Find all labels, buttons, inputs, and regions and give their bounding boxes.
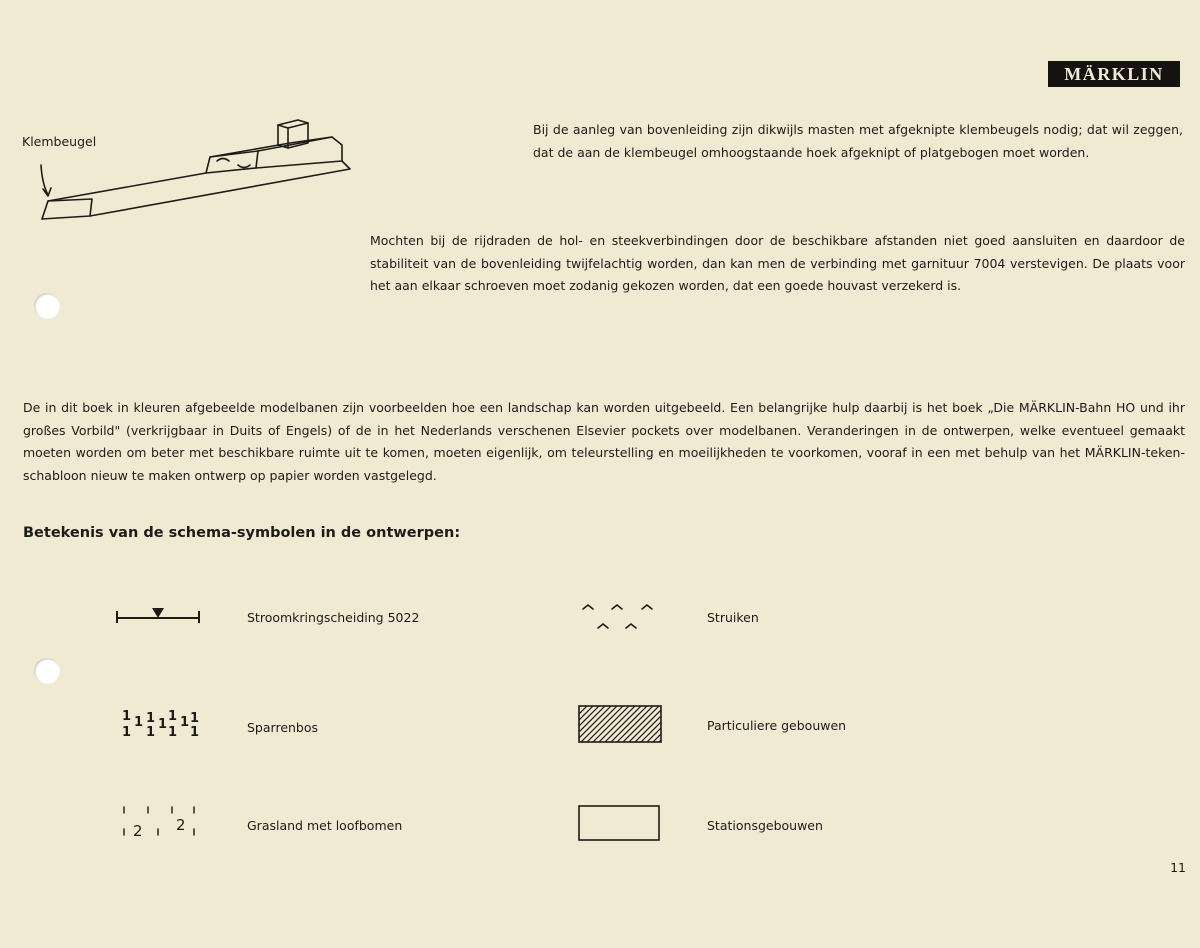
legend-heading: Betekenis van de schema-symbolen in de ontwerpen: xyxy=(23,525,461,541)
hatched-building-icon xyxy=(578,705,662,743)
klembeugel-label: Klembeugel xyxy=(22,134,97,149)
klembeugel-illustration xyxy=(20,115,360,225)
paragraph-connections: Mochten bij de rijdraden de hol- en steekverbindingen door de beschikbare afstanden niet goed aansluiten en daardoor de stabiliteit van de bovenleiding twijfelachtig worden, dan kan men de verbinding met garnituur 7004 verstevigen. De plaats voor het aan elkaar schroeven moet zodanig gekozen worden, dat een goede houvast verzekerd is. xyxy=(370,233,1185,293)
punch-hole-bottom xyxy=(34,658,60,684)
paragraph-clamp: Bij de aanleg van bovenleiding zijn dikwijls masten met afgeknipte klembeugels nodig; dat wil zeggen, dat de aan de klembeugel omhoogstaande hoek afgeknipt of platgebogen moet worden. xyxy=(533,122,1183,160)
svg-text:1: 1 xyxy=(168,709,178,724)
svg-text:2: 2 xyxy=(133,822,143,840)
grassland-icon xyxy=(120,805,200,839)
legend-label-station-buildings: Stationsgebouwen xyxy=(707,818,823,833)
svg-text:1: 1 xyxy=(134,715,144,730)
shrubs-icon xyxy=(578,600,658,634)
marklin-logo: MÄRKLIN xyxy=(1048,61,1180,87)
page-number: 11 xyxy=(1170,860,1186,875)
legend-label-grassland: Grasland met loofbomen xyxy=(247,818,403,833)
fir-forest-icon xyxy=(120,706,200,740)
svg-text:1: 1 xyxy=(122,725,132,740)
svg-text:2: 2 xyxy=(176,816,186,834)
svg-text:1: 1 xyxy=(158,717,168,732)
punch-hole-top xyxy=(34,293,60,319)
paragraph-modelbanen: De in dit boek in kleuren afgebeelde modelbanen zijn voorbeelden hoe een landschap kan worden uitgebeeld. Een belangrijke hulp daarbij is het boek „Die MÄRKLIN-Bahn HO und ihr großes Vorbild" (verkrijgbaar in Duits of Engels) of de in het Nederlands verschenen Elsevier pockets over modelbanen. Veranderingen in de ontwerpen, welke eventueel gemaakt moeten worden om beter met beschikbare ruimte uit te komen, moeten eigenlijk, om teleurstelling en moeilijkheden te voorkomen, vooraf in een met behulp van het MÄRKLIN-teken-schabloon nieuw te maken ontwerp op papier worden vastgelegd. xyxy=(23,400,1185,483)
svg-text:1: 1 xyxy=(146,725,156,740)
legend-label-fir-forest: Sparrenbos xyxy=(247,720,319,735)
legend-label-shrubs: Struiken xyxy=(707,610,759,625)
svg-text:1: 1 xyxy=(168,725,178,740)
svg-text:1: 1 xyxy=(122,709,132,724)
svg-text:1: 1 xyxy=(190,725,200,740)
svg-text:1: 1 xyxy=(180,715,190,730)
legend-label-private-buildings: Particuliere gebouwen xyxy=(707,718,847,733)
svg-text:1: 1 xyxy=(190,711,200,726)
svg-text:1: 1 xyxy=(146,711,156,726)
station-building-icon xyxy=(578,805,662,843)
legend-label-circuit-separator: Stroomkringscheiding 5022 xyxy=(247,610,420,625)
circuit-separator-icon xyxy=(116,607,200,627)
